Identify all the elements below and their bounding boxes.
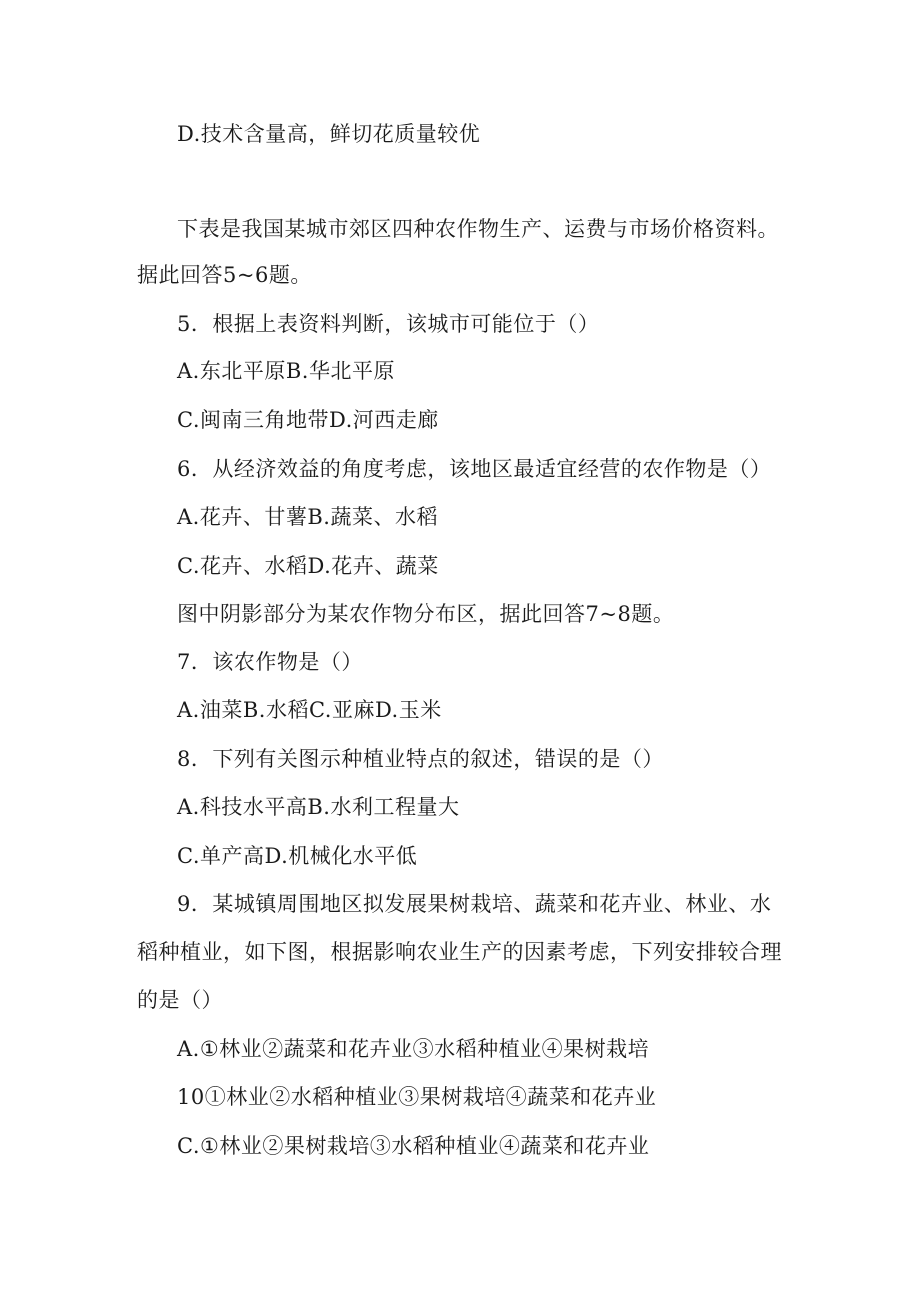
question-9-option-b: 10①林业②水稻种植业③果树栽培④蔬菜和花卉业 [177, 1085, 657, 1109]
question-7: 7．该农作物是（） [177, 650, 363, 674]
question-9-option-c: C.①林业②果树栽培③水稻种植业④蔬菜和花卉业 [177, 1134, 650, 1158]
question-5-options-cd: C.闽南三角地带D.河西走廊 [177, 408, 439, 432]
question-9-option-a: A.①林业②蔬菜和花卉业③水稻种植业④果树栽培 [177, 1037, 650, 1061]
question-6-options-ab: A.花卉、甘薯B.蔬菜、水稻 [177, 505, 438, 529]
question-8-options-cd: C.单产高D.机械化水平低 [177, 844, 418, 868]
map-intro-line: 图中阴影部分为某农作物分布区，据此回答7~8题。 [177, 602, 675, 626]
question-5-options-ab: A.东北平原B.华北平原 [177, 359, 395, 383]
question-8-options-ab: A.科技水平高B.水利工程量大 [177, 795, 460, 819]
question-5: 5．根据上表资料判断，该城市可能位于（） [177, 312, 600, 336]
question-9-line-1: 9．某城镇周围地区拟发展果树栽培、蔬菜和花卉业、林业、水 [177, 892, 772, 916]
question-9-line-3: 的是（） [137, 988, 223, 1012]
question-7-options: A.油菜B.水稻C.亚麻D.玉米 [177, 698, 442, 722]
option-line-d: D.技术含量高，鲜切花质量较优 [177, 122, 481, 146]
question-6: 6．从经济效益的角度考虑，该地区最适宜经营的农作物是（） [177, 457, 772, 481]
question-8: 8．下列有关图示种植业特点的叙述，错误的是（） [177, 747, 664, 771]
intro-paragraph-line-2: 据此回答5~6题。 [137, 263, 312, 287]
question-9-line-2: 稻种植业，如下图，根据影响农业生产的因素考虑，下列安排较合理 [137, 940, 782, 964]
intro-paragraph-line-1: 下表是我国某城市郊区四种农作物生产、运费与市场价格资料。 [177, 217, 779, 241]
question-6-options-cd: C.花卉、水稻D.花卉、蔬菜 [177, 554, 439, 578]
